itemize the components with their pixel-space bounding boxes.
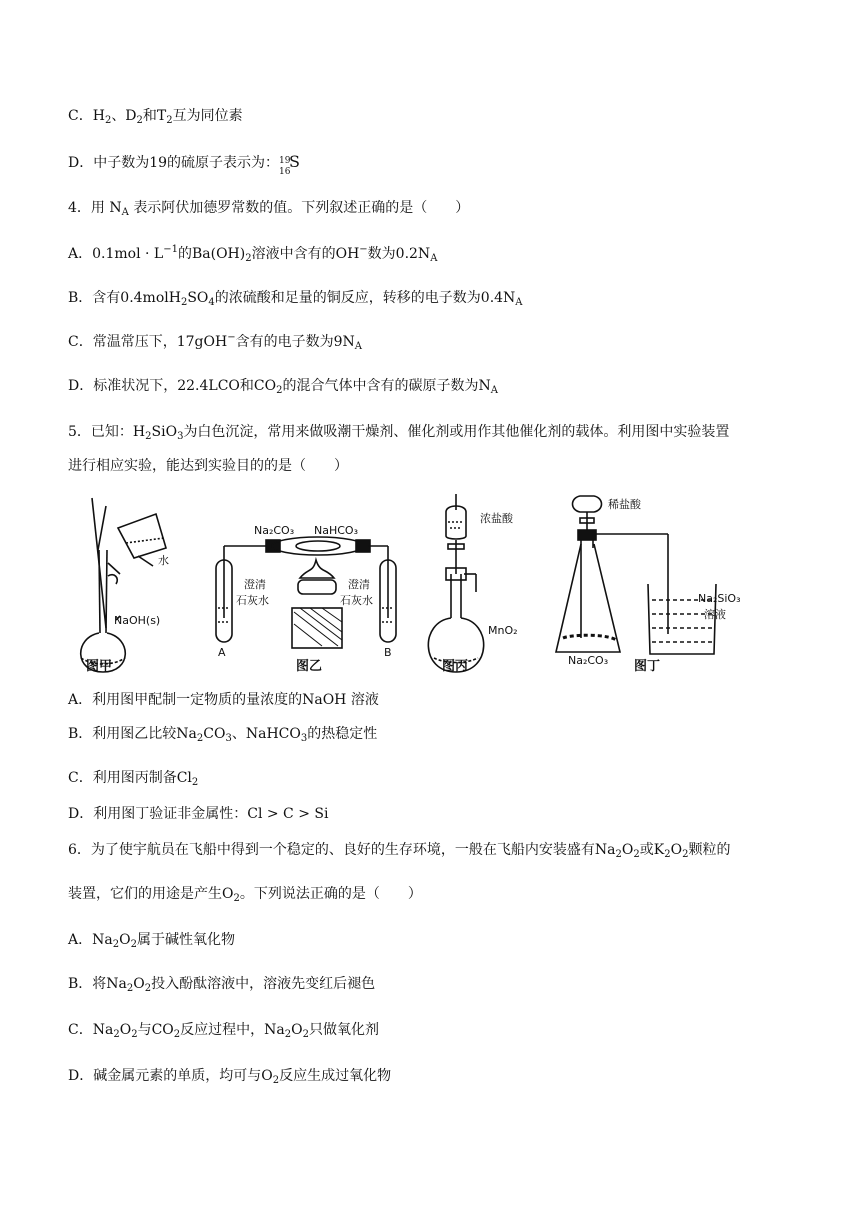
bing-hcl-label: 浓盐酸 <box>480 512 513 525</box>
figure-ding <box>556 496 716 654</box>
q5-option-b: B．利用图乙比较$Na_2CO_3$、NaHCO$_3$的热稳定性 <box>68 726 378 744</box>
q6-option-b: B．将$Na_2O_2$投入酚酞溶液中，溶液先变红后褪色 <box>68 976 376 994</box>
yi-na2co3-label: Na₂CO₃ <box>254 524 295 537</box>
q5-option-d: D．利用图丁验证非金属性：Cl > C > Si <box>68 806 329 822</box>
q4-option-b: B．含有$0.4molH_2SO_4$的浓硫酸和足量的铜反应，转移的电子数为$0.4N_A$ <box>68 290 523 308</box>
yi-limewater-left-1: 澄清 <box>244 578 266 591</box>
yi-label-b: B <box>384 646 392 659</box>
q5-stem-line2: 进行相应实验，能达到实验目的的是（ ） <box>68 458 348 474</box>
ding-na2sio3-label: Na₂SiO₃ <box>698 592 741 605</box>
ding-hcl-label: 稀盐酸 <box>608 498 641 511</box>
ding-na2co3-label: Na₂CO₃ <box>568 654 609 667</box>
q6-stem-line2: 装置，它们的用途是产生$O_2$。下列说法正确的是（ ） <box>68 886 422 904</box>
q6-option-c: C．$Na_2O_2$与$CO_2$反应过程中，$Na_2O_2$只做氧化剂 <box>68 1022 379 1040</box>
q3-option-c: C．$H_2$、$D_2$和$T_2$互为同位素 <box>68 108 243 126</box>
yi-limewater-right-2: 石灰水 <box>340 594 373 607</box>
jia-naoh-label: NaOH(s) <box>114 614 161 627</box>
q5-apparatus-figure <box>68 488 804 676</box>
q4-option-a: A．$0.1mol \cdot L^{-1}$的$Ba(OH)_2$溶液中含有的OH−数为$0.2N_A$ <box>68 244 438 264</box>
bing-caption: 图丙 <box>442 659 469 674</box>
q5-stem-line1: 5．已知：$H_2SiO_3$为白色沉淀，常用来做吸潮干燥剂、催化剂或用作其他催化剂的载体。利用图中实验装置 <box>68 424 730 442</box>
figure-yi <box>216 537 396 648</box>
q5-option-c: C．利用图丙制备$Cl_2$ <box>68 770 199 788</box>
jia-water-label: 水 <box>158 554 169 567</box>
q5-option-a: A．利用图甲配制一定物质的量浓度的NaOH 溶液 <box>68 692 379 708</box>
ding-solution-label: 溶液 <box>704 608 726 621</box>
isotope-notation: 19 16 <box>279 156 291 177</box>
q6-stem-line1: 6．为了使宇航员在飞船中得到一个稳定的、良好的生存环境，一般在飞船内安装盛有$Na_2O_2$或$K_2O_2$颗粒的 <box>68 842 731 860</box>
figure-bing <box>428 494 483 672</box>
q4-stem: 4．用 $N_A$ 表示阿伏加德罗常数的值。下列叙述正确的是（ ） <box>68 200 470 218</box>
q6-option-a: A．$Na_2O_2$属于碱性氧化物 <box>68 932 235 950</box>
yi-limewater-right-1: 澄清 <box>348 578 370 591</box>
jia-caption: 图甲 <box>86 659 113 674</box>
yi-limewater-left-2: 石灰水 <box>236 594 269 607</box>
bing-mno2-label: MnO₂ <box>488 624 518 637</box>
yi-caption: 图乙 <box>296 659 323 674</box>
yi-label-a: A <box>218 646 226 659</box>
q4-option-d: D．标准状况下，22.4LCO和$CO_2$的混合气体中含有的碳原子数为$N_A$ <box>68 378 498 396</box>
apparatus-diagram <box>68 488 804 676</box>
figure-jia <box>81 498 166 672</box>
q3-option-d: D．中子数为19的硫原子表示为： 19 16 S <box>68 152 301 177</box>
q6-option-d: D．碱金属元素的单质，均可与$O_2$反应生成过氧化物 <box>68 1068 392 1086</box>
q4-option-c: C．常温常压下，17gOH−含有的电子数为$9N_A$ <box>68 332 362 352</box>
yi-nahco3-label: NaHCO₃ <box>314 524 358 537</box>
ding-caption: 图丁 <box>634 659 661 674</box>
